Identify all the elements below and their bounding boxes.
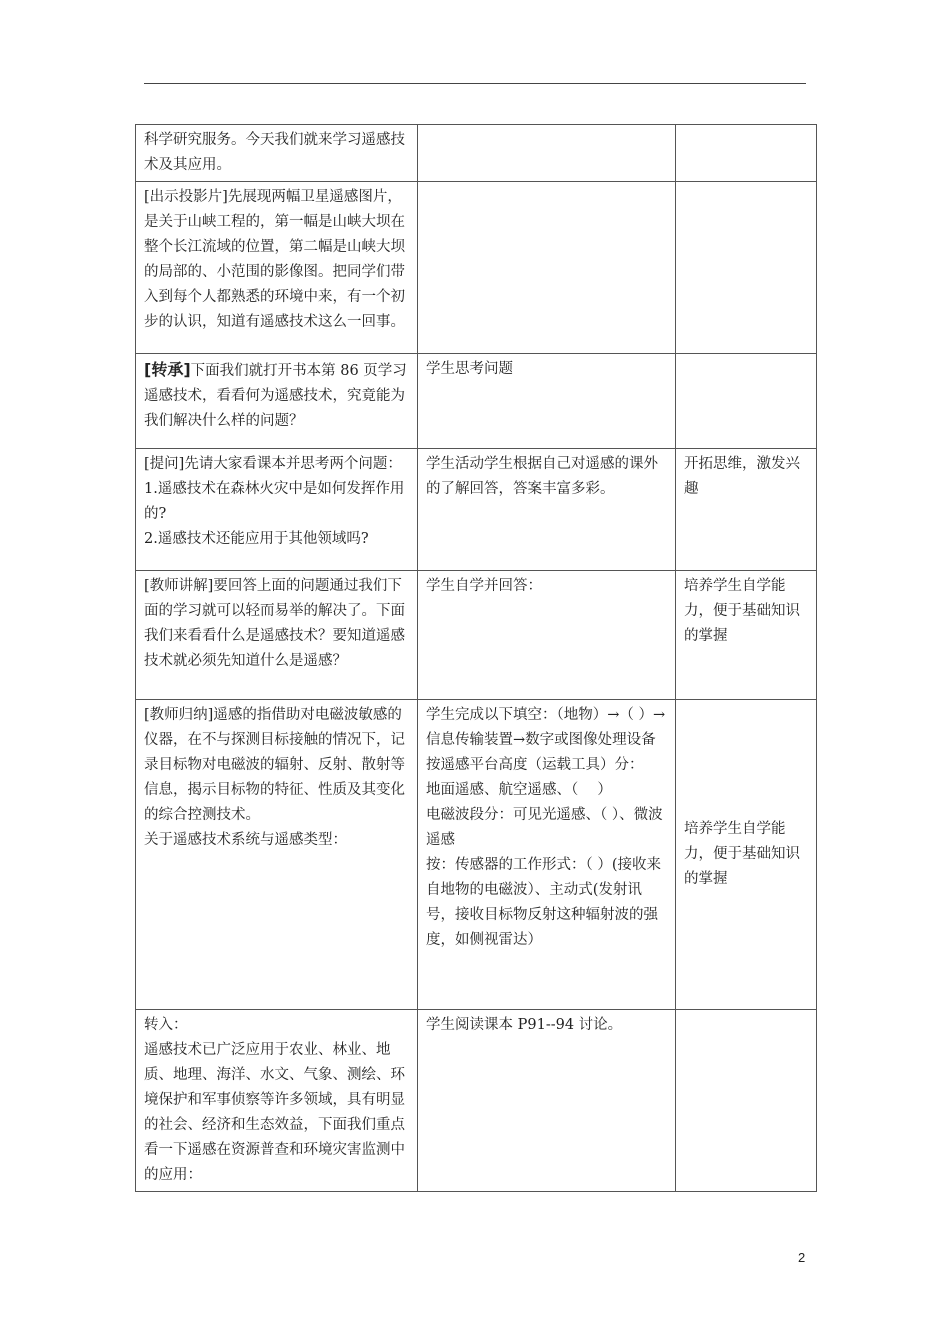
- table-cell-col1: [136, 1010, 418, 1192]
- table-cell-col3: [676, 1010, 817, 1192]
- table-cell-col3: [676, 354, 817, 449]
- table-cell-col3: [676, 449, 817, 571]
- cell-text: 按：传感器的工作形式：（ ）(接收来自地物的电磁波）、主动式(发射讯号，接收目标物反射这种辐射波的强度，如侧视雷达）: [426, 857, 662, 948]
- cell-text: 学生思考问题: [426, 361, 513, 377]
- table-cell-col2: [418, 125, 676, 182]
- cell-text: [提问]先请大家看课本并思考两个问题：: [144, 456, 402, 472]
- cell-text: 学生活动学生根据自己对遥感的课外的了解回答，答案丰富多彩。: [426, 456, 658, 497]
- section-tag: [转承]: [144, 360, 191, 379]
- cell-text: 按遥感平台高度（运载工具）分：: [426, 757, 644, 773]
- cell-text: 开拓思维，激发兴趣: [684, 456, 800, 497]
- cell-text: 下面我们就打开书本第 86 页学习遥感技术，看看何为遥感技术，究竟能为我们解决什么样的问题？: [144, 363, 407, 429]
- table-cell-col1: [136, 354, 418, 449]
- cell-text: 2.遥感技术还能应用于其他领域吗?: [144, 531, 369, 547]
- table-cell-col2: [418, 700, 676, 1010]
- table-cell-col2: [418, 449, 676, 571]
- table-cell-col1: [136, 449, 418, 571]
- table-cell-col2: [418, 1010, 676, 1192]
- cell-text: 学生自学并回答：: [426, 578, 542, 594]
- table-row: [136, 571, 817, 700]
- table-cell-col2: [418, 354, 676, 449]
- cell-text: 遥感技术已广泛应用于农业、林业、地质、地理、海洋、水文、气象、测绘、环境保护和军事侦察等许多领域，具有明显的社会、经济和生态效益，下面我们重点看一下遥感在资源普查和环境灾害监测中的应用：: [144, 1042, 405, 1183]
- cell-text: 培养学生自学能力，便于基础知识的掌握: [684, 578, 800, 644]
- cell-text: 电磁波段分：可见光遥感、（ ）、微波遥感: [426, 807, 663, 848]
- header-rule: [144, 83, 806, 84]
- table-row: [136, 125, 817, 182]
- table-row: [136, 182, 817, 354]
- cell-text: 学生阅读课本 P91--94 讨论。: [426, 1017, 623, 1033]
- table-cell-col2: [418, 182, 676, 354]
- table-cell-col3: [676, 182, 817, 354]
- cell-text: 培养学生自学能力，便于基础知识的掌握: [684, 821, 800, 887]
- page-number: 2: [798, 1250, 806, 1265]
- table-cell-col3: [676, 125, 817, 182]
- cell-text: 关于遥感技术系统与遥感类型：: [144, 832, 347, 848]
- table-cell-col2: [418, 571, 676, 700]
- table-cell-col3: [676, 700, 817, 1010]
- cell-text: 转入：: [144, 1017, 188, 1033]
- table-row: [136, 1010, 817, 1192]
- table-cell-col1: [136, 125, 418, 182]
- cell-text: [教师归纳]遥感的指借助对电磁波敏感的仪器，在不与探测目标接触的情况下，记录目标物对电磁波的辐射、反射、散射等信息，揭示目标物的特征、性质及其变化的综合控测技术。: [144, 707, 405, 823]
- cell-text: 科学研究服务。今天我们就来学习遥感技术及其应用。: [144, 132, 405, 173]
- lesson-plan-table: [135, 124, 817, 1192]
- table-cell-col1: [136, 571, 418, 700]
- cell-text: 1.遥感技术在森林火灾中是如何发挥作用的?: [144, 481, 405, 522]
- table-row: [136, 449, 817, 571]
- table-cell-col1: [136, 700, 418, 1010]
- table-row: [136, 354, 817, 449]
- table-row: [136, 700, 817, 1010]
- cell-text: 地面遥感、航空遥感、（ ）: [426, 782, 612, 798]
- table-cell-col1: [136, 182, 418, 354]
- cell-text: [出示投影片]先展现两幅卫星遥感图片，是关于山峡工程的，第一幅是山峡大坝在整个长江流域的位置，第二幅是山峡大坝的局部的、小范围的影像图。把同学们带入到每个人都熟悉的环境中来，有一个初步的认识，知道有遥感技术这么一回事。: [144, 189, 405, 330]
- cell-text: 学生完成以下填空：（地物）→（ ）→信息传输装置→数字或图像处理设备: [426, 707, 666, 748]
- table-cell-col3: [676, 571, 817, 700]
- cell-text: [教师讲解]要回答上面的问题通过我们下面的学习就可以轻而易举的解决了。下面我们来看看什么是遥感技术？要知道遥感技术就必须先知道什么是遥感？: [144, 578, 405, 669]
